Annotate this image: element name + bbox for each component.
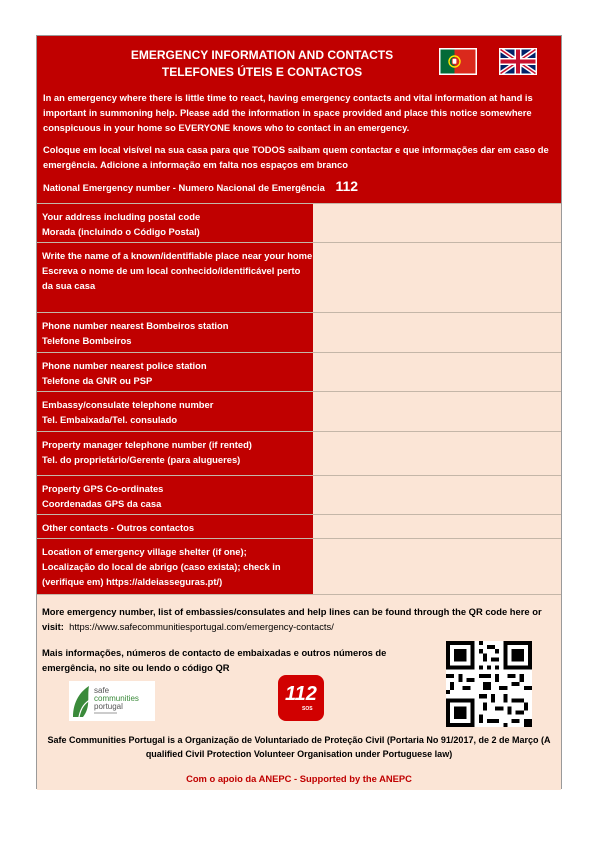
intro-pt: Coloque em local visível na sua casa para que TODOS saibam quem contactar e que informações dar em caso de emergência. Adicione a informação em falta nos espaços em branco: [43, 144, 549, 171]
header-section: [37, 36, 561, 203]
title-en: EMERGENCY INFORMATION AND CONTACTS: [130, 48, 394, 62]
safe-communities-portugal-logo: [69, 681, 155, 721]
logo-112-icon: [278, 675, 324, 721]
row-other-contacts: [37, 514, 561, 538]
row-label: Embassy/consulate telephone number Tel. Embaixada/Tel. consulado: [37, 392, 313, 431]
police-phone-field[interactable]: [313, 353, 561, 391]
logo-112-number: 112: [285, 683, 317, 705]
other-contacts-field[interactable]: [313, 515, 561, 538]
row-label: Other contacts - Outros contactos: [37, 515, 313, 538]
national-number: 112: [335, 178, 359, 194]
row-shelter: [37, 538, 561, 594]
row-embassy: [37, 391, 561, 431]
logo-word-safe: safe: [94, 686, 110, 695]
row-gps: [37, 475, 561, 514]
row-property-manager: [37, 431, 561, 475]
intro-en: In an emergency where there is little time to react, having emergency contacts and vital information at hand is important in summoning help. Please add the information in space provided and place this notice somewhere conspicuous in your home so EVERYONE knows who to contact in an emergency.: [43, 92, 533, 134]
more-info-en: [42, 604, 552, 634]
national-label: National Emergency number - Numero Nacional de Emergência: [43, 182, 325, 193]
uk-flag-icon: [499, 48, 537, 75]
more-info-pt: Mais informações, números de contacto de embaixadas e outros números de emergência, no site ou lendo o código QR: [42, 647, 387, 673]
row-label: Property GPS Co-ordinates Coordenadas GPS da casa: [37, 476, 313, 514]
address-field[interactable]: [313, 204, 561, 242]
row-police: [37, 352, 561, 391]
bombeiros-phone-field[interactable]: [313, 313, 561, 352]
property-manager-field[interactable]: [313, 432, 561, 475]
row-bombeiros: [37, 312, 561, 352]
row-label: Phone number nearest police station Telefone da GNR ou PSP: [37, 353, 313, 391]
emergency-contacts-link[interactable]: https://www.safecommunitiesportugal.com/emergency-contacts/: [69, 621, 334, 632]
row-landmark: [37, 242, 561, 312]
gps-field[interactable]: [313, 476, 561, 514]
row-label: Phone number nearest Bombeiros station Telefone Bombeiros: [37, 313, 313, 352]
row-label: Location of emergency village shelter (if one); Localização do local de abrigo (caso exista); check in (verifique em) https://aldeiasseguras.pt/): [37, 539, 313, 594]
portugal-flag-icon: [439, 48, 477, 75]
footer-section: [37, 594, 561, 790]
national-emergency: [43, 178, 358, 194]
title-pt: TELEFONES ÚTEIS E CONTACTOS: [161, 65, 363, 79]
logo-112-sos: SOS: [302, 706, 313, 712]
logo-word-portugal: portugal: [94, 702, 123, 711]
more-info-en-text: More emergency number, list of embassies/consulates and help lines can be found through the QR code here or visit:: [42, 606, 542, 632]
embassy-phone-field[interactable]: [313, 392, 561, 431]
row-label: Write the name of a known/identifiable place near your home Escreva o nome de um local conhecido/identificável perto da sua casa: [37, 243, 313, 312]
logo-word-communities: communities: [94, 694, 139, 703]
landmark-field[interactable]: [313, 243, 561, 312]
row-label: Property manager telephone number (if rented) Tel. do proprietário/Gerente (para alugueres): [37, 432, 313, 475]
row-address: [37, 203, 561, 242]
shelter-field[interactable]: [313, 539, 561, 594]
emergency-sheet: [36, 35, 562, 789]
legal-statement: Safe Communities Portugal is a Organização de Voluntariado de Proteção Civil (Portaria No 91/2017, de 2 de Março (A qualified Civil Protection Volunteer Organisation under Portuguese law): [47, 735, 551, 759]
anepc-support: Com o apoio da ANEPC - Supported by the ANEPC: [186, 773, 412, 784]
row-label: Your address including postal code Morada (incluindo o Código Postal): [37, 204, 313, 242]
qr-code-icon[interactable]: [446, 641, 532, 727]
